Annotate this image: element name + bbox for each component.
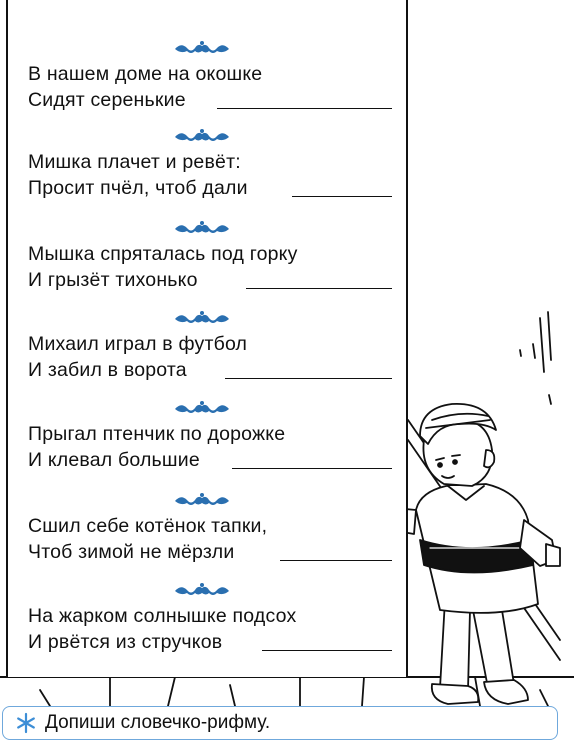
poem-line: Прыгал птенчик по дорожке: [28, 423, 286, 445]
poem-line: Сидят серенькие: [28, 89, 186, 111]
task-instruction: [2, 706, 558, 740]
poem-line: И рвётся из стручков: [28, 631, 223, 653]
answer-blank[interactable]: [225, 378, 392, 379]
poem-line: И грызёт тихонько: [28, 269, 198, 291]
poem-line: Мышка спряталась под горку: [28, 243, 298, 265]
poem-line: На жарком солнышке подсох: [28, 605, 297, 627]
poem-line: И клевал большие: [28, 449, 200, 471]
ornament-icon: [173, 400, 231, 416]
answer-blank[interactable]: [232, 468, 392, 469]
poem-line: И забил в ворота: [28, 359, 187, 381]
snowflake-icon: [15, 712, 37, 734]
poem-line: Сшил себе котёнок тапки,: [28, 515, 268, 537]
answer-blank[interactable]: [262, 650, 392, 651]
answer-blank[interactable]: [217, 108, 392, 109]
poem-line: Чтоб зимой не мёрзли: [28, 541, 235, 563]
poem-panel: [6, 0, 408, 677]
ornament-icon: [173, 492, 231, 508]
ornament-icon: [173, 310, 231, 326]
task-text: Допиши словечко-рифму.: [45, 712, 271, 733]
poem-line: В нашем доме на окошке: [28, 63, 263, 85]
answer-blank[interactable]: [292, 196, 392, 197]
answer-blank[interactable]: [246, 288, 392, 289]
poem-line: Просит пчёл, чтоб дали: [28, 177, 248, 199]
answer-blank[interactable]: [280, 560, 392, 561]
ornament-icon: [173, 40, 231, 56]
poem-line: Мишка плачет и ревёт:: [28, 151, 241, 173]
ornament-icon: [173, 582, 231, 598]
ornament-icon: [173, 220, 231, 236]
ornament-icon: [173, 128, 231, 144]
poem-line: Михаил играл в футбол: [28, 333, 248, 355]
